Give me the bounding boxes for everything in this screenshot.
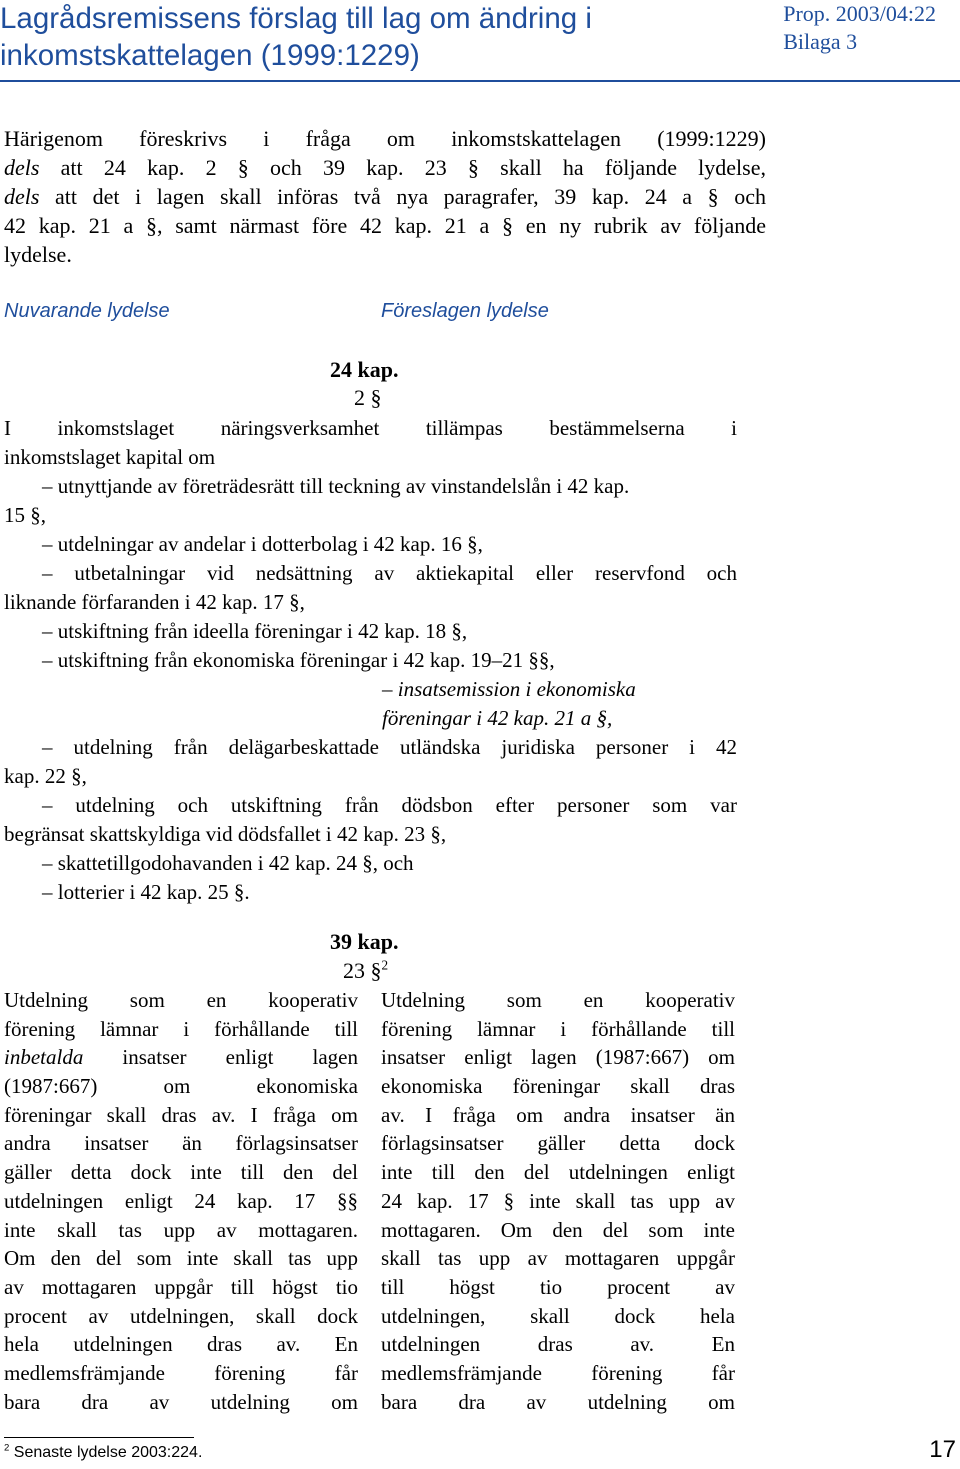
- body-line: – skattetillgodohavanden i 42 kap. 24 §, och: [42, 851, 414, 875]
- body-line-new: föreningar i 42 kap. 21 a §,: [382, 706, 613, 730]
- intro-line: dels att 24 kap. 2 § och 39 kap. 23 § skall ha följande lydelse,: [4, 155, 766, 180]
- footnote-number: 2: [4, 1442, 10, 1454]
- title-line-1: Lagrådsremissens förslag till lag om ändring i: [0, 2, 592, 35]
- current-line: procent av utdelningen, skall dock: [4, 1303, 358, 1328]
- header-rule: [0, 80, 960, 82]
- proposed-line: skall tas upp av mottagaren uppgår: [381, 1246, 735, 1271]
- proposed-line: av. I fråga om andra insatser än: [381, 1102, 735, 1127]
- proposed-line: mottagaren. Om den del som inte: [381, 1217, 735, 1242]
- current-line: andra insatser än förlagsinsatser: [4, 1131, 358, 1156]
- proposition-reference: [783, 0, 936, 56]
- body-line: – utdelningar av andelar i dotterbolag i 42 kap. 16 §,: [42, 532, 483, 556]
- current-line: inte skall tas upp av mottagaren.: [4, 1217, 358, 1242]
- intro-paragraph: [4, 124, 766, 269]
- chapter-24-heading: 24 kap.: [330, 357, 399, 382]
- proposed-line: till högst tio procent av: [381, 1274, 735, 1299]
- body-line: kap. 22 §,: [4, 764, 87, 788]
- proposed-line: utdelningen, skall dock hela: [381, 1303, 735, 1328]
- intro-line: Härigenom föreskrivs i fråga om inkomstskattelagen (1999:1229): [4, 126, 766, 151]
- body-line: – utskiftning från ideella föreningar i 42 kap. 18 §,: [42, 619, 468, 643]
- current-line: medlemsfrämjande förening får: [4, 1360, 358, 1385]
- proposed-line: Utdelning som en kooperativ: [381, 988, 735, 1012]
- proposed-line: förening lämnar i förhållande till: [381, 1016, 735, 1041]
- chapter-24-section: 2 §: [354, 385, 382, 410]
- column-heading-proposed: Föreslagen lydelse: [381, 300, 549, 322]
- document-title: [0, 0, 592, 74]
- page-number: 17: [929, 1436, 956, 1463]
- footnote-text: Senaste lydelse 2003:224.: [13, 1444, 203, 1461]
- current-line: Om den del som inte skall tas upp: [4, 1246, 358, 1271]
- current-line: (1987:667) om ekonomiska: [4, 1074, 358, 1099]
- body-line: begränsat skattskyldiga vid dödsfallet i 42 kap. 23 §,: [4, 822, 447, 846]
- emphasized-word: inbetalda: [4, 1045, 84, 1070]
- body-line: liknande förfaranden i 42 kap. 17 §,: [4, 590, 305, 614]
- current-line: av mottagaren uppgår till högst tio: [4, 1274, 358, 1299]
- body-line: – utbetalningar vid nedsättning av aktiekapital eller reservfond och: [42, 561, 737, 585]
- body-line: I inkomstslaget näringsverksamhet tillämpas bestämmelserna i: [4, 416, 737, 440]
- prop-number: Prop. 2003/04:22: [783, 1, 936, 26]
- proposed-line: utdelningen dras av. En: [381, 1332, 735, 1357]
- proposed-line: medlemsfrämjande förening får: [381, 1360, 735, 1385]
- footnote-reference: 2: [381, 957, 389, 973]
- intro-line: lydelse.: [4, 242, 72, 267]
- proposed-line: 24 kap. 17 § inte skall tas upp av: [381, 1188, 735, 1213]
- title-line-2: inkomstskattelagen (1999:1229): [0, 39, 420, 72]
- intro-line: 42 kap. 21 a §, samt närmast före 42 kap. 21 a § en ny rubrik av följande: [4, 213, 766, 238]
- body-line-new: – insatsemission i ekonomiska: [382, 677, 636, 701]
- current-line: utdelningen enligt 24 kap. 17 §§: [4, 1188, 358, 1213]
- body-line: – lotterier i 42 kap. 25 §.: [42, 880, 250, 904]
- footnote-rule: [4, 1437, 194, 1438]
- footnote: [4, 1441, 202, 1465]
- proposed-line: ekonomiska föreningar skall dras: [381, 1074, 735, 1099]
- proposed-line: inte till den del utdelningen enligt: [381, 1160, 735, 1185]
- chapter-24-body: [4, 414, 737, 907]
- current-line: förening lämnar i förhållande till: [4, 1016, 358, 1041]
- body-line: – utdelning och utskiftning från dödsbon efter personer som var: [42, 793, 737, 817]
- current-wording-column: [4, 986, 358, 1416]
- current-line: gäller detta dock inte till den del: [4, 1160, 358, 1185]
- body-line: 15 §,: [4, 503, 46, 527]
- proposed-line: bara dra av utdelning om: [381, 1389, 735, 1414]
- proposed-wording-column: [381, 986, 735, 1416]
- chapter-39-heading: 39 kap.: [330, 929, 399, 954]
- current-line: Utdelning som en kooperativ: [4, 988, 358, 1012]
- column-heading-current: Nuvarande lydelse: [4, 300, 170, 322]
- current-line: bara dra av utdelning om: [4, 1389, 358, 1414]
- proposed-line: insatser enligt lagen (1987:667) om: [381, 1045, 735, 1070]
- body-line: – utdelning från delägarbeskattade utländska juridiska personer i 42: [42, 735, 737, 759]
- current-line: inbetalda insatser enligt lagen: [4, 1045, 358, 1070]
- bilaga-label: Bilaga 3: [783, 29, 858, 54]
- body-line: inkomstslaget kapital om: [4, 445, 216, 469]
- intro-line: dels att det i lagen skall införas två nya paragrafer, 39 kap. 24 a § och: [4, 184, 766, 209]
- body-line: – utnyttjande av företrädesrätt till teckning av vinstandelslån i 42 kap.: [42, 474, 630, 498]
- body-line: – utskiftning från ekonomiska föreningar i 42 kap. 19–21 §§,: [42, 648, 555, 672]
- current-line: föreningar skall dras av. I fråga om: [4, 1102, 358, 1127]
- chapter-39-section: 23 §$^2$: [343, 957, 389, 983]
- current-line: hela utdelningen dras av. En: [4, 1332, 358, 1357]
- proposed-line: förlagsinsatser gäller detta dock: [381, 1131, 735, 1156]
